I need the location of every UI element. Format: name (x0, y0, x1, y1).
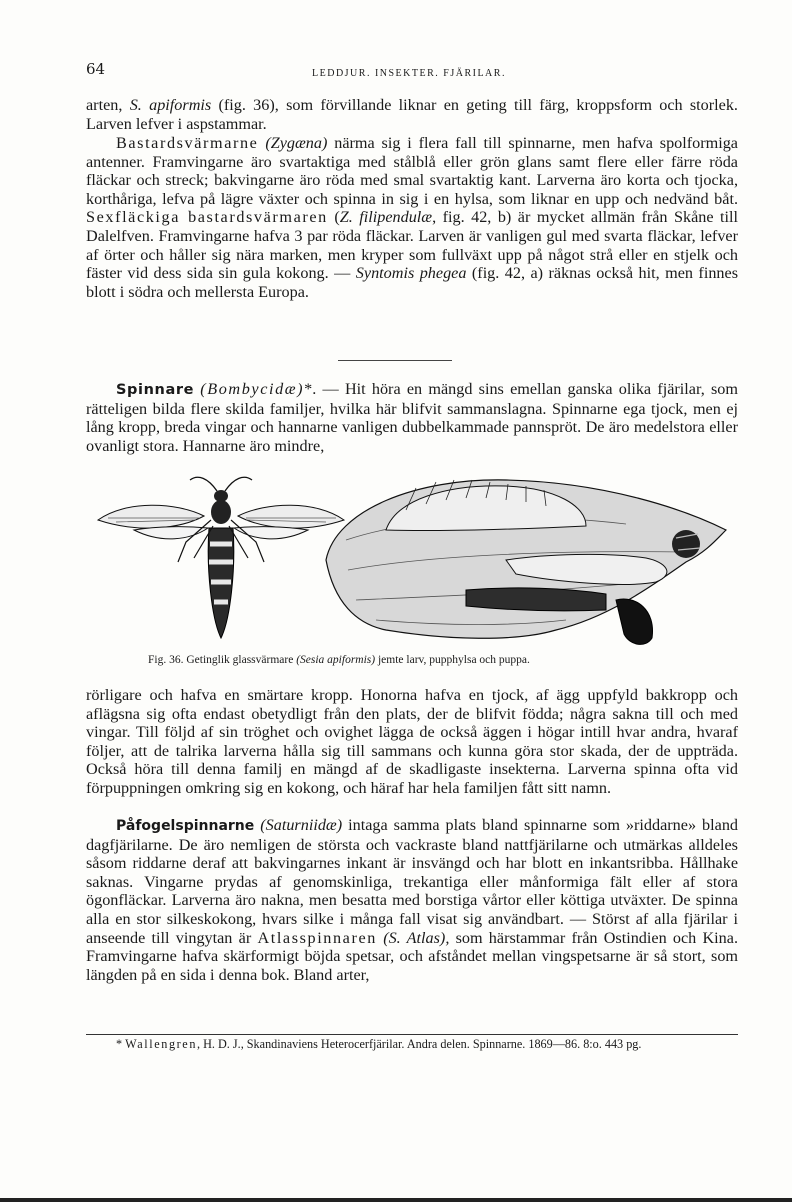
figure-caption (148, 654, 748, 666)
footnote-author: Wallengren (125, 1037, 198, 1051)
section-heading: Spinnare (116, 382, 195, 398)
text-run: (fig. 42, a) räknas också hit, men finnes blott i södra och mellersta Europa. (86, 264, 738, 301)
family-name: (Bombycidæ) (200, 380, 305, 398)
text-run: närma sig i flera fall till spinnarne, men hafva spolformiga antenner. Framvingarne äro svartaktiga med stålblå eller grön glans samt flere eller färre röda fläckar och streck; bakvingarne äro röda med smal svartaktig kant. Larverna äro korta och tjocka, korthåriga, lefva på lägre växter och spinna in sig i en hylsa, som liknar en upp och nedvänd båt. (86, 134, 738, 208)
text-run: *. — Hit höra en mängd sins emellan ganska olika fjärilar, som rätteligen bilda flere skilda familjer, hvilka här blifvit sammanslagna. Spinnarne ega tjock, men ej lång kropp, breda vingar och hannarne vanligen dubbelkammade pannspröt. De äro medelstora eller ovanligt stora. Hannarne äro mindre, (86, 380, 738, 455)
species-name: Syntomis phegea (355, 264, 467, 283)
larva-and-pupa-engraving (326, 480, 726, 644)
footnote-rule (86, 1034, 738, 1035)
figure-36 (86, 470, 738, 650)
footnote-marker: * (116, 1037, 126, 1051)
moth-engraving (98, 477, 344, 638)
page-number: 64 (86, 60, 106, 78)
section-heading: Påfogelspinnarne (116, 818, 255, 834)
text-run: jemte larv, pupphylsa och puppa. (375, 654, 530, 666)
running-title: LEDDJUR. INSEKTER. FJÄRILAR. (312, 68, 506, 79)
text-run: , fig. 42, b) är mycket allmän från Skåne till Dalelfven. Framvingarne hafva 3 par röda fläckar. Larven är vanligen gul med svarta fläckar, lefver af örter och håller sig nära marken, men kryper som fullväxt upp på något strå eller en stjelk och fäster vid dess sida sin gula kokong. — (86, 208, 738, 283)
text-run: arten, (86, 96, 130, 114)
running-head (86, 60, 736, 84)
text-run: intaga samma plats bland spinnarne som »riddarne» bland dagfjärilarne. De äro nemligen de största och vackraste bland nattfjärilarne och utmärkas alldeles såsom riddarne deraf att bakvingarnes inkant är insvängd och har blott en inkantsribba. Hållhake saknas. Vingarne prydas af genomskinliga, trekantiga eller månformiga fält eller af stora ögonfläckar. Larverna äro nakna, men besatta med borstiga vårtor eller köttiga utväxter. De spinna alla en stor silkeskokong, hvars silke i många fall visat sig användbart. — Störst af alla fjärilar i anseende till vingytan är (86, 816, 739, 947)
paragraph-sesia (86, 96, 738, 133)
species-common-name: Atlasspinnaren (257, 928, 377, 947)
genus-name: (Zygæna) (265, 134, 328, 152)
species-name: S. apiformis (129, 96, 212, 114)
sesia-illustration (86, 470, 738, 650)
species-name: Z. filipendulæ (339, 208, 433, 227)
text-run: som härstammar från Ostindien och Kina. Framvingarne hafva skärformigt böjda spetsar, och afståndet mellan vingspetsarne är så stort, som längden på en sida i denna bok. Bland arter, (86, 928, 739, 984)
paragraph-zygaena (86, 134, 738, 301)
figure-label: Fig. 36. (148, 654, 184, 666)
footnote-text: , H. D. J., Skandinaviens Heterocerfjärilar. Andra delen. Spinnarne. 1869—86. 8:o. 443 pg. (197, 1037, 642, 1051)
text-run: (fig. 36), som förvillande liknar en geting till färg, kroppsform och storlek. Larven lefver i aspstammar. (86, 96, 738, 133)
text-run: rörligare och hafva en smärtare kropp. Honorna hafva en tjock, af ägg uppfyld bakkropp och aflägsna sig ofta endast obetydligt från den plats, der de blifvit födda; några sakna till och med vingar. Till följd af sin tröghet och ovighet lägga de också äggen i högar intill hvar andra, hvaraf följer, att de talrika larverna hålla sig till sammans och kunna göra stor skada, der de uppträda. Också höra till denna familj en mängd af de skadligaste insekterna. Larverna spinna ofta vid förpuppningen omkring sig en kokong, och häraf har hela familjen fått sitt namn. (86, 686, 738, 797)
section-divider (338, 360, 452, 361)
species-common-name: Sexfläckiga bastardsvärmaren (86, 208, 328, 227)
family-name: (Saturniidæ) (260, 816, 343, 834)
paragraph-bombycidae-cont (86, 686, 738, 798)
text-run: Getinglik glassvärmare (183, 654, 297, 666)
paragraph-saturniidae (86, 816, 738, 984)
footnote (86, 1036, 738, 1053)
species-name: (S. Atlas), (383, 928, 450, 947)
group-name: Bastardsvärmarne (116, 134, 259, 152)
text-run: ( (327, 208, 340, 227)
scan-edge (0, 1198, 792, 1202)
paragraph-bombycidae (86, 380, 738, 455)
species-name: (Sesia apiformis) (296, 654, 376, 666)
